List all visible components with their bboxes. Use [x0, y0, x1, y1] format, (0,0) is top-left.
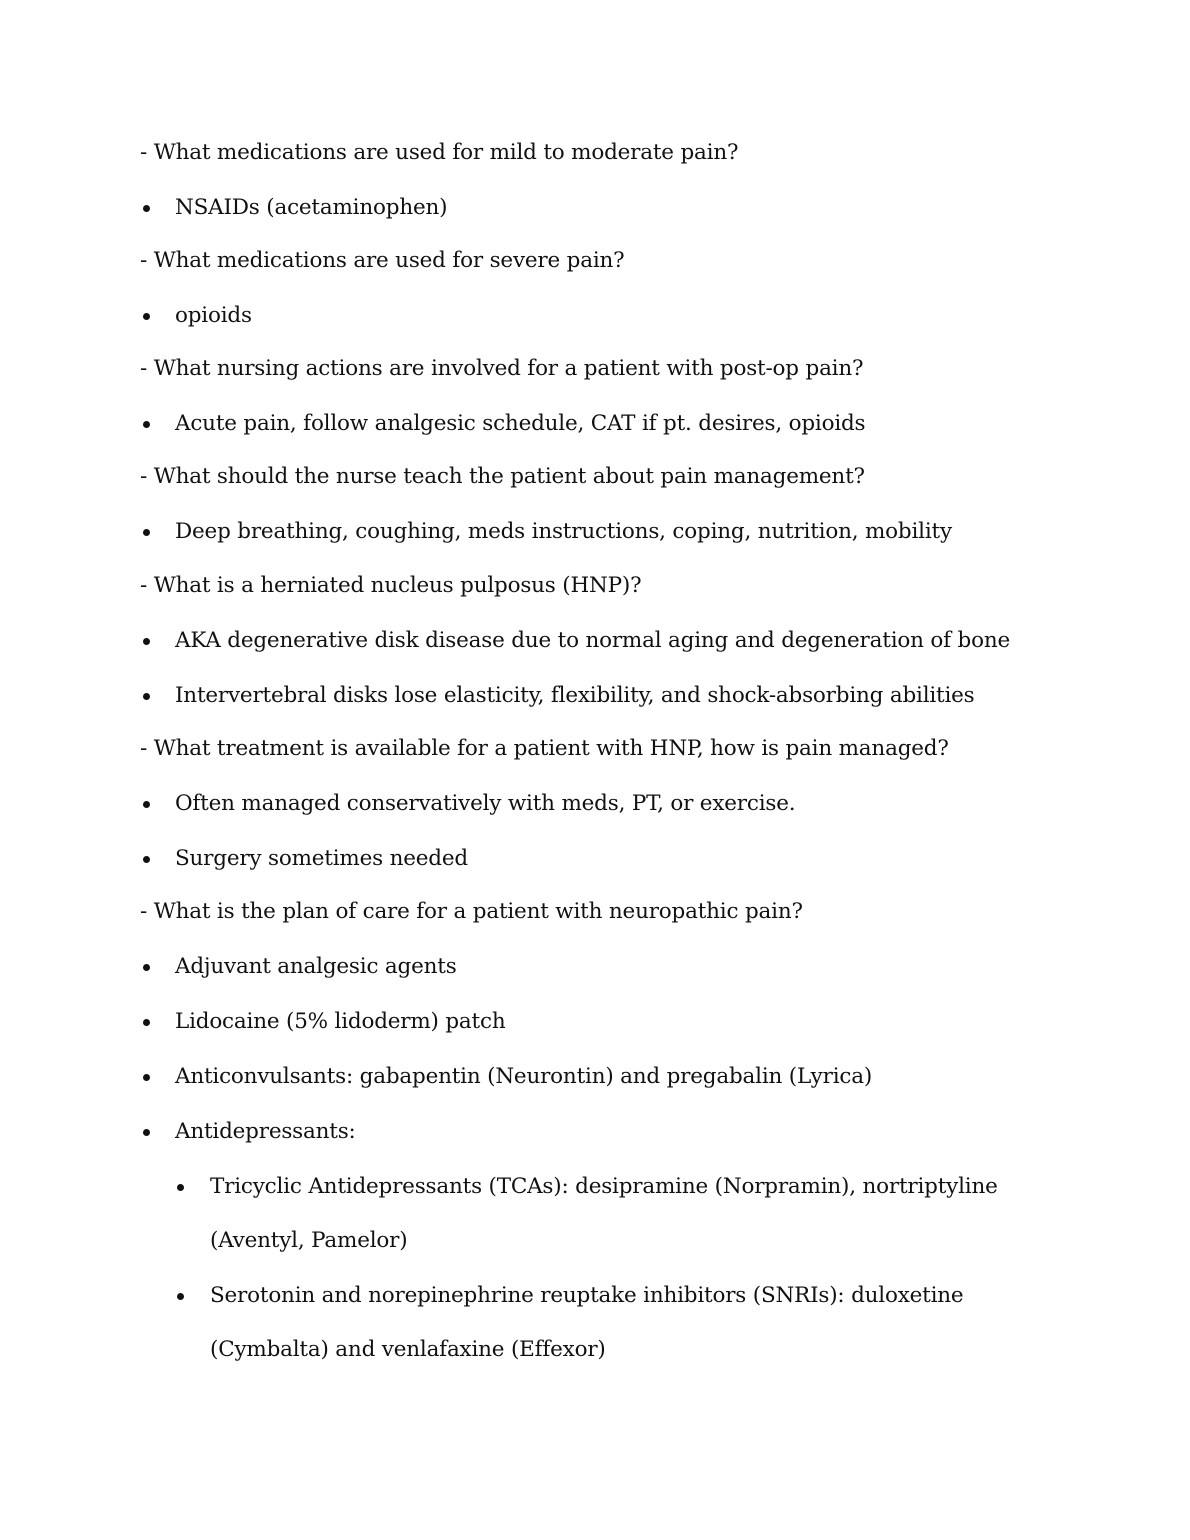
answer-item: Anticonvulsants: gabapentin (Neurontin) and pregabalin (Lyrica) — [175, 1064, 873, 1089]
answer-item: Intervertebral disks lose elasticity, flexibility, and shock-absorbing abilities — [175, 683, 975, 708]
question-2: - What medications are used for severe pain? — [140, 248, 625, 273]
bullet-dot — [143, 693, 150, 700]
bullet-dot — [143, 1019, 150, 1026]
answer-item: AKA degenerative disk disease due to normal aging and degeneration of bone — [175, 628, 1011, 653]
question-1: - What medications are used for mild to moderate pain? — [140, 140, 739, 165]
bullet-dot — [143, 205, 150, 212]
question-6: - What treatment is available for a patient with HNP, how is pain managed? — [140, 736, 949, 761]
bullet-dot — [143, 1074, 150, 1081]
sub-answer-item: Serotonin and norepinephrine reuptake inhibitors (SNRIs): duloxetine — [210, 1283, 964, 1308]
sub-answer-continuation: (Aventyl, Pamelor) — [210, 1228, 408, 1253]
answer-item: Acute pain, follow analgesic schedule, CAT if pt. desires, opioids — [175, 411, 866, 436]
sub-answer-continuation: (Cymbalta) and venlafaxine (Effexor) — [210, 1337, 606, 1362]
sub-bullet-dot — [177, 1293, 184, 1300]
answer-item: Often managed conservatively with meds, PT, or exercise. — [175, 791, 796, 816]
answer-item: Adjuvant analgesic agents — [175, 954, 457, 979]
answer-item: Lidocaine (5% lidoderm) patch — [175, 1009, 506, 1034]
bullet-dot — [143, 638, 150, 645]
bullet-dot — [143, 313, 150, 320]
answer-item: opioids — [175, 303, 252, 328]
answer-item: Surgery sometimes needed — [175, 846, 468, 871]
sub-answer-item: Tricyclic Antidepressants (TCAs): desipramine (Norpramin), nortriptyline — [210, 1174, 998, 1199]
question-4: - What should the nurse teach the patient about pain management? — [140, 464, 865, 489]
answer-item: Antidepressants: — [175, 1119, 356, 1144]
question-7: - What is the plan of care for a patient with neuropathic pain? — [140, 899, 803, 924]
bullet-dot — [143, 801, 150, 808]
sub-bullet-dot — [177, 1184, 184, 1191]
question-3: - What nursing actions are involved for a patient with post-op pain? — [140, 356, 864, 381]
bullet-dot — [143, 856, 150, 863]
bullet-dot — [143, 1129, 150, 1136]
answer-item: Deep breathing, coughing, meds instructions, coping, nutrition, mobility — [175, 519, 952, 544]
question-5: - What is a herniated nucleus pulposus (HNP)? — [140, 573, 642, 598]
bullet-dot — [143, 964, 150, 971]
bullet-dot — [143, 421, 150, 428]
answer-item: NSAIDs (acetaminophen) — [175, 195, 448, 220]
bullet-dot — [143, 529, 150, 536]
